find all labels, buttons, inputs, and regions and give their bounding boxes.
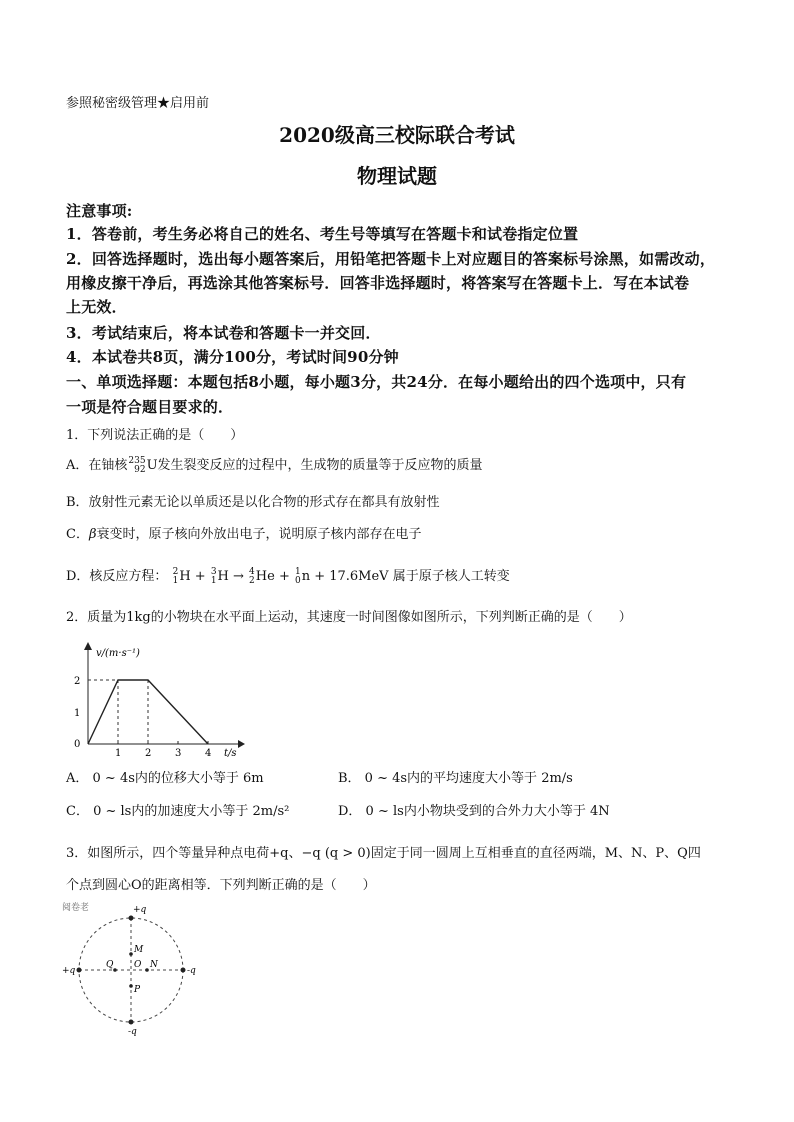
ticks-layer (74, 676, 211, 758)
element-symbol: U (146, 458, 158, 473)
subject-title: 物理试题 (357, 164, 437, 188)
question-2-option-a: A． 0 ~ 4s内的位移大小等于 6m (66, 771, 264, 786)
velocity-time-graph (66, 638, 246, 758)
guides-layer (88, 680, 148, 744)
corner-text: 阅卷老 (62, 903, 90, 913)
x-axis-label: t/s (224, 748, 237, 758)
x-axis-arrow (238, 740, 245, 748)
point-p (129, 984, 133, 988)
exam-title: 2020级高三校际联合考试 (279, 123, 515, 147)
label-right-charge: -q (187, 966, 196, 976)
mass-number: 235 (128, 455, 146, 466)
option-c-prefix: C． (66, 527, 89, 542)
option-a-text: 发生裂变反应的过程中，生成物的质量等于反应物的质量 (157, 458, 483, 473)
y-tick-label: 2 (74, 676, 81, 687)
y-tick-label: 1 (74, 708, 81, 719)
atomic-number: 92 (134, 464, 146, 475)
question-2-option-c: C． 0 ~ ls内的加速度大小等于 2m/s² (66, 804, 290, 819)
section-heading-line-1: 一、单项选择题：本题包括8小题，每小题3分，共24分．在每小题给出的四个选项中，只有 (66, 373, 687, 391)
question-1-option-b: B．放射性元素无论以单质还是以化合物的形式存在都具有放射性 (66, 495, 440, 510)
point-m (129, 952, 133, 956)
label-left-charge: +q (62, 966, 76, 976)
option-d-text: 属于原子核人工转变 (392, 569, 510, 584)
point-q (113, 968, 117, 972)
question-3-stem-line-2: 个点到圆心O的距离相等．下列判断正确的是（ ） (66, 878, 376, 893)
notice-item-4: 4．本试卷共8页，满分100分，考试时间90分钟 (66, 348, 399, 366)
notice-item-2-line-3: 上无效． (66, 298, 127, 316)
x-tick-label: 3 (175, 748, 182, 758)
label-bottom-charge: -q (128, 1027, 137, 1037)
nuclear-equation: 2 1 H + 3 1 H → 4 2 He + 1 0 n + 17.6MeV (172, 566, 389, 586)
notice-heading: 注意事项: (66, 202, 133, 220)
question-3-stem-line-1: 3．如图所示，四个等量异种点电荷+q、−q (q > 0)固定于同一圆周上互相垂直的直径两端，M、N、P、Q四 (66, 846, 701, 861)
notice-item-2-line-2: 用橡皮擦干净后，再选涂其他答案标号．回答非选择题时，将答案写在答题卡上．写在本试卷 (66, 274, 690, 292)
option-a-prefix: A．在铀核 (66, 458, 128, 473)
question-1-option-d (66, 565, 510, 586)
y-axis-arrow (84, 642, 92, 650)
question-1-stem: 1．下列说法正确的是（ ） (66, 428, 244, 443)
notice-item-2-line-1: 2．回答选择题时，选出每小题答案后，用铅笔把答题卡上对应题目的答案标号涂黑，如需改动， (66, 250, 716, 268)
notice-item-3: 3．考试结束后，将本试卷和答题卡一并交回． (66, 324, 381, 342)
charge-right (181, 968, 186, 973)
charge-left (77, 968, 82, 973)
option-d-prefix: D．核反应方程： (66, 569, 168, 584)
question-2-stem: 2．质量为1kg的小物块在水平面上运动，其速度一时间图像如图所示，下列判断正确的是（ ） (66, 610, 632, 625)
charge-bottom (129, 1020, 134, 1025)
confidentiality-label: 参照秘密级管理★启用前 (66, 96, 210, 111)
label-q: Q (106, 960, 114, 970)
uranium-nuclide-numbers (128, 457, 145, 475)
x-tick-label: 1 (115, 748, 122, 758)
label-top-charge: +q (133, 905, 147, 915)
label-p: P (134, 985, 141, 995)
y-axis-label: v/(m·s⁻¹) (96, 648, 140, 659)
section-heading-line-2: 一项是符合题目要求的． (66, 398, 234, 416)
x-tick-label: 2 (145, 748, 152, 758)
charge-circle-figure (58, 898, 218, 1038)
question-1-option-c (66, 523, 421, 542)
question-2-option-b: B． 0 ~ 4s内的平均速度大小等于 2m/s (338, 771, 573, 786)
question-1-option-a (66, 454, 483, 475)
option-c-text: 衰变时，原子核向外放出电子，说明原子核内部存在电子 (96, 527, 422, 542)
label-o: O (134, 960, 142, 970)
beta-symbol: β (88, 527, 97, 542)
label-m: M (134, 945, 144, 955)
x-tick-label: 4 (205, 748, 212, 758)
dashed-circle (79, 918, 183, 1022)
charge-top (129, 916, 134, 921)
label-n: N (150, 960, 158, 970)
question-2-option-d: D． 0 ~ ls内小物块受到的合外力大小等于 4N (338, 804, 610, 819)
notice-item-1: 1．答卷前，考生务必将自己的姓名、考生号等填写在答题卡和试卷指定位置 (66, 225, 579, 243)
point-n (145, 968, 149, 972)
x-tick-label: 0 (74, 739, 81, 750)
